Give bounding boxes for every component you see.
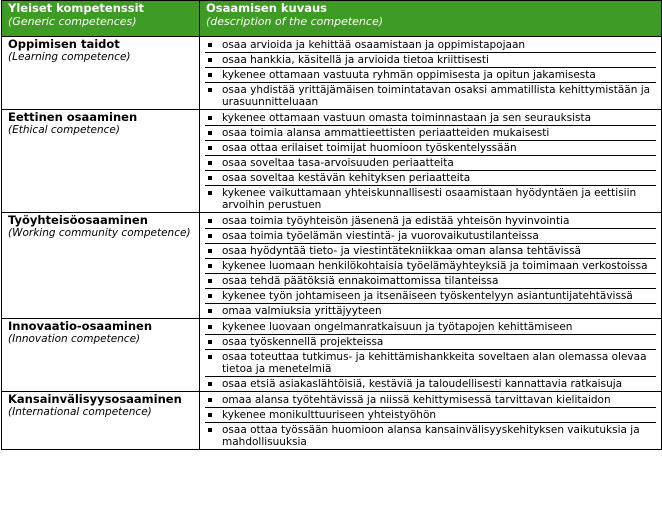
table-row-international <box>2 392 662 450</box>
list-item: osaa soveltaa tasa-arvoisuuden periaatteita <box>205 156 656 171</box>
competence-list <box>206 320 656 391</box>
items-cell <box>200 110 662 213</box>
category-cell <box>2 37 200 110</box>
list-item: osaa etsiä asiakaslähtöisiä, kestäviä ja taloudellisesti kannattavia ratkaisuja <box>205 377 656 391</box>
list-item: osaa hyödyntää tieto- ja viestintätekniikkaa oman alansa tehtävissä <box>205 244 656 259</box>
list-item: osaa työskennellä projekteissa <box>205 335 656 350</box>
table-row-ethical <box>2 110 662 213</box>
category-title: Innovaatio-osaaminen <box>8 319 153 333</box>
list-item: osaa toimia alansa ammattieettisten periaatteiden mukaisesti <box>205 126 656 141</box>
list-item: osaa toimia työyhteisön jäsenenä ja edistää yhteisön hyvinvointia <box>205 214 656 229</box>
header-col2-subtitle: (description of the competence) <box>206 15 383 28</box>
category-title: Työyhteisöosaaminen <box>8 213 148 227</box>
list-item: osaa hankkia, käsitellä ja arvioida tietoa kriittisesti <box>205 53 656 68</box>
list-item: osaa arvioida ja kehittää osaamistaan ja oppimistapojaan <box>205 38 656 53</box>
list-item: osaa tehdä päätöksiä ennakoimattomissa tilanteissa <box>205 274 656 289</box>
list-item: kykenee ottamaan vastuun omasta toiminnastaan ja sen seurauksista <box>205 111 656 126</box>
category-title: Kansainvälisyysosaaminen <box>8 392 182 406</box>
header-generic-competences <box>2 1 200 37</box>
list-item: kykenee luovaan ongelmanratkaisuun ja työtapojen kehittämiseen <box>205 320 656 335</box>
list-item: osaa ottaa työssään huomioon alansa kansainvälisyyskehityksen vaikutuksia ja mahdollisuuksia <box>205 423 656 449</box>
category-title: Oppimisen taidot <box>8 37 120 51</box>
list-item: osaa toteuttaa tutkimus- ja kehittämishankkeita soveltaen alan olemassa olevaa tietoa ja menetelmiä <box>205 350 656 377</box>
category-subtitle: (Ethical competence) <box>8 124 120 136</box>
table-row-innovation <box>2 319 662 392</box>
items-cell <box>200 319 662 392</box>
list-item: kykenee vaikuttamaan yhteiskunnallisesti osaamistaan hyödyntäen ja eettisiin arvoihin perustuen <box>205 186 656 212</box>
competence-table <box>1 0 662 450</box>
header-col1-title: Yleiset kompetenssit <box>8 1 145 15</box>
list-item: osaa ottaa erilaiset toimijat huomioon työskentelyssään <box>205 141 656 156</box>
competence-list <box>206 214 656 318</box>
list-item: omaa valmiuksia yrittäjyyteen <box>205 304 656 318</box>
header-description <box>200 1 662 37</box>
table-row-learning <box>2 37 662 110</box>
list-item: kykenee työn johtamiseen ja itsenäiseen työskentelyyn asiantuntijatehtävissä <box>205 289 656 304</box>
category-subtitle: (Working community competence) <box>8 227 191 239</box>
items-cell <box>200 213 662 319</box>
list-item: kykenee monikulttuuriseen yhteistyöhön <box>205 408 656 423</box>
items-cell <box>200 37 662 110</box>
category-title: Eettinen osaaminen <box>8 110 138 124</box>
list-item: osaa soveltaa kestävän kehityksen periaatteita <box>205 171 656 186</box>
category-cell <box>2 213 200 319</box>
list-item: osaa toimia työelämän viestintä- ja vuorovaikutustilanteissa <box>205 229 656 244</box>
competence-list <box>206 111 656 212</box>
header-col1-subtitle: (Generic competences) <box>8 15 137 28</box>
competence-list <box>206 38 656 109</box>
category-cell <box>2 110 200 213</box>
list-item: osaa yhdistää yrittäjämäisen toimintatavan osaksi ammatillista kehittymistään ja urasuunnitteluaan <box>205 83 656 109</box>
competence-list <box>206 393 656 449</box>
table-header-row <box>2 1 662 37</box>
list-item: kykenee luomaan henkilökohtaisia työelämäyhteyksiä ja toimimaan verkostoissa <box>205 259 656 274</box>
category-subtitle: (International competence) <box>8 406 152 418</box>
category-subtitle: (Learning competence) <box>8 51 131 63</box>
category-cell <box>2 392 200 450</box>
table-row-working-community <box>2 213 662 319</box>
category-subtitle: (Innovation competence) <box>8 333 141 345</box>
header-col2-title: Osaamisen kuvaus <box>206 1 328 15</box>
category-cell <box>2 319 200 392</box>
list-item: kykenee ottamaan vastuuta ryhmän oppimisesta ja opitun jakamisesta <box>205 68 656 83</box>
items-cell <box>200 392 662 450</box>
list-item: omaa alansa työtehtävissä ja niissä kehittymisessä tarvittavan kielitaidon <box>205 393 656 408</box>
